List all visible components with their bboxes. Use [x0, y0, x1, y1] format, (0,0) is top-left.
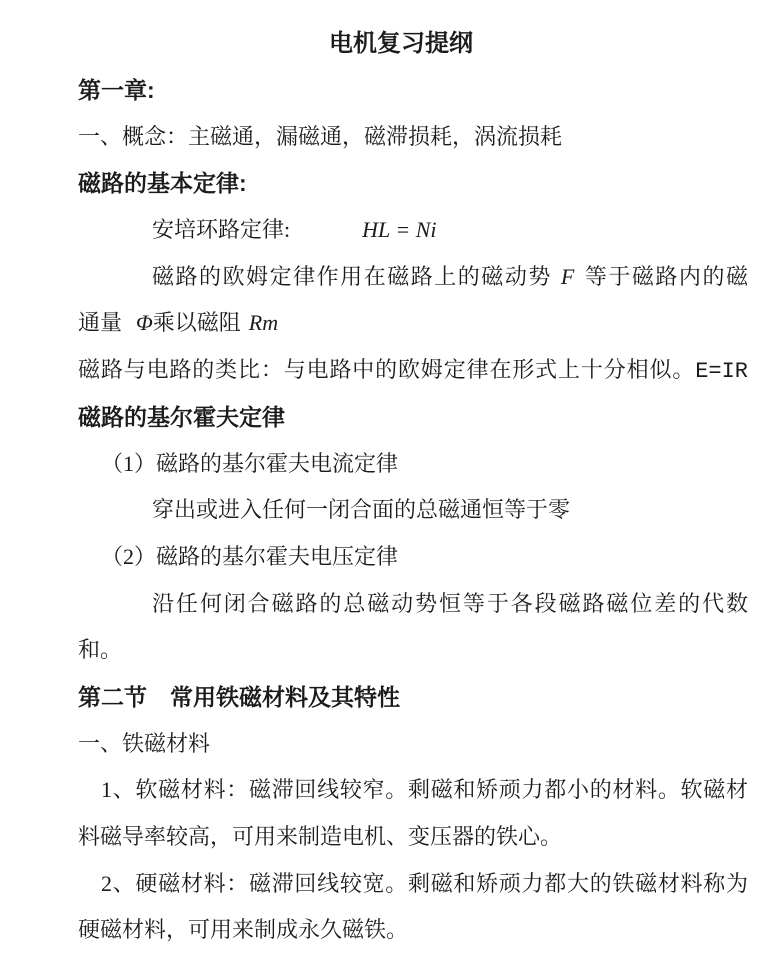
line-hard-magnetic-2: 硬磁材料，可用来制成永久磁铁。 [78, 917, 409, 943]
line-kvl-body-1: 沿任何闭合磁路的总磁动势恒等于各段磁路磁位差的代数 [152, 590, 748, 616]
heading-basic-laws: 磁路的基本定律: [78, 170, 247, 197]
line-kvl-title: （2）磁路的基尔霍夫电压定律 [101, 543, 399, 569]
analogy-text: 磁路与电路的类比：与电路中的欧姆定律在形式上十分相似。 [78, 357, 696, 383]
ohm-law-text-pre: 磁路的欧姆定律作用在磁路上的磁动势 [152, 263, 552, 289]
line-ohm-law-2 [78, 300, 748, 347]
tab-gap [290, 236, 362, 237]
mmf-variable: F [560, 263, 575, 289]
flux-symbol: Φ [136, 310, 153, 336]
line-hard-magnetic-1: 2、硬磁材料：磁滞回线较宽。剩磁和矫顽力都大的铁磁材料称为 [101, 870, 748, 896]
ampere-law-formula: HL = Ni [362, 217, 437, 243]
line-ampere-law [78, 207, 748, 254]
flux-text-mid: 乘以磁阻 [152, 310, 241, 336]
heading-section-2: 第二节 常用铁磁材料及其特性 [78, 683, 400, 710]
line-kvl-body-2: 和。 [78, 637, 123, 663]
page-title: 电机复习提纲 [329, 30, 473, 57]
flux-text-pre: 通量 [78, 310, 123, 336]
analogy-formula: E=IR [695, 359, 748, 385]
ohm-law-text-post: 等于磁路内的磁 [583, 263, 748, 289]
ampere-law-label: 安培环路定律: [152, 217, 291, 243]
line-ferromagnetic-intro: 一、铁磁材料 [78, 730, 211, 756]
reluctance-symbol: Rm [248, 310, 279, 336]
line-kcl-body: 穿出或进入任何一闭合面的总磁通恒等于零 [152, 497, 571, 523]
line-kcl-title: （1）磁路的基尔霍夫电流定律 [101, 450, 399, 476]
heading-chapter-1: 第一章: [78, 77, 155, 103]
line-soft-magnetic-1: 1、软磁材料：磁滞回线较窄。剩磁和矫顽力都小的材料。软磁材 [101, 777, 748, 803]
heading-kirchhoff: 磁路的基尔霍夫定律 [78, 403, 285, 430]
line-concepts: 一、概念：主磁通，漏磁通，磁滞损耗，涡流损耗 [78, 123, 563, 149]
line-circuit-analogy [78, 347, 748, 394]
line-ohm-law-1 [78, 254, 748, 301]
line-soft-magnetic-2: 料磁导率较高，可用来制造电机、变压器的铁心。 [78, 824, 563, 849]
